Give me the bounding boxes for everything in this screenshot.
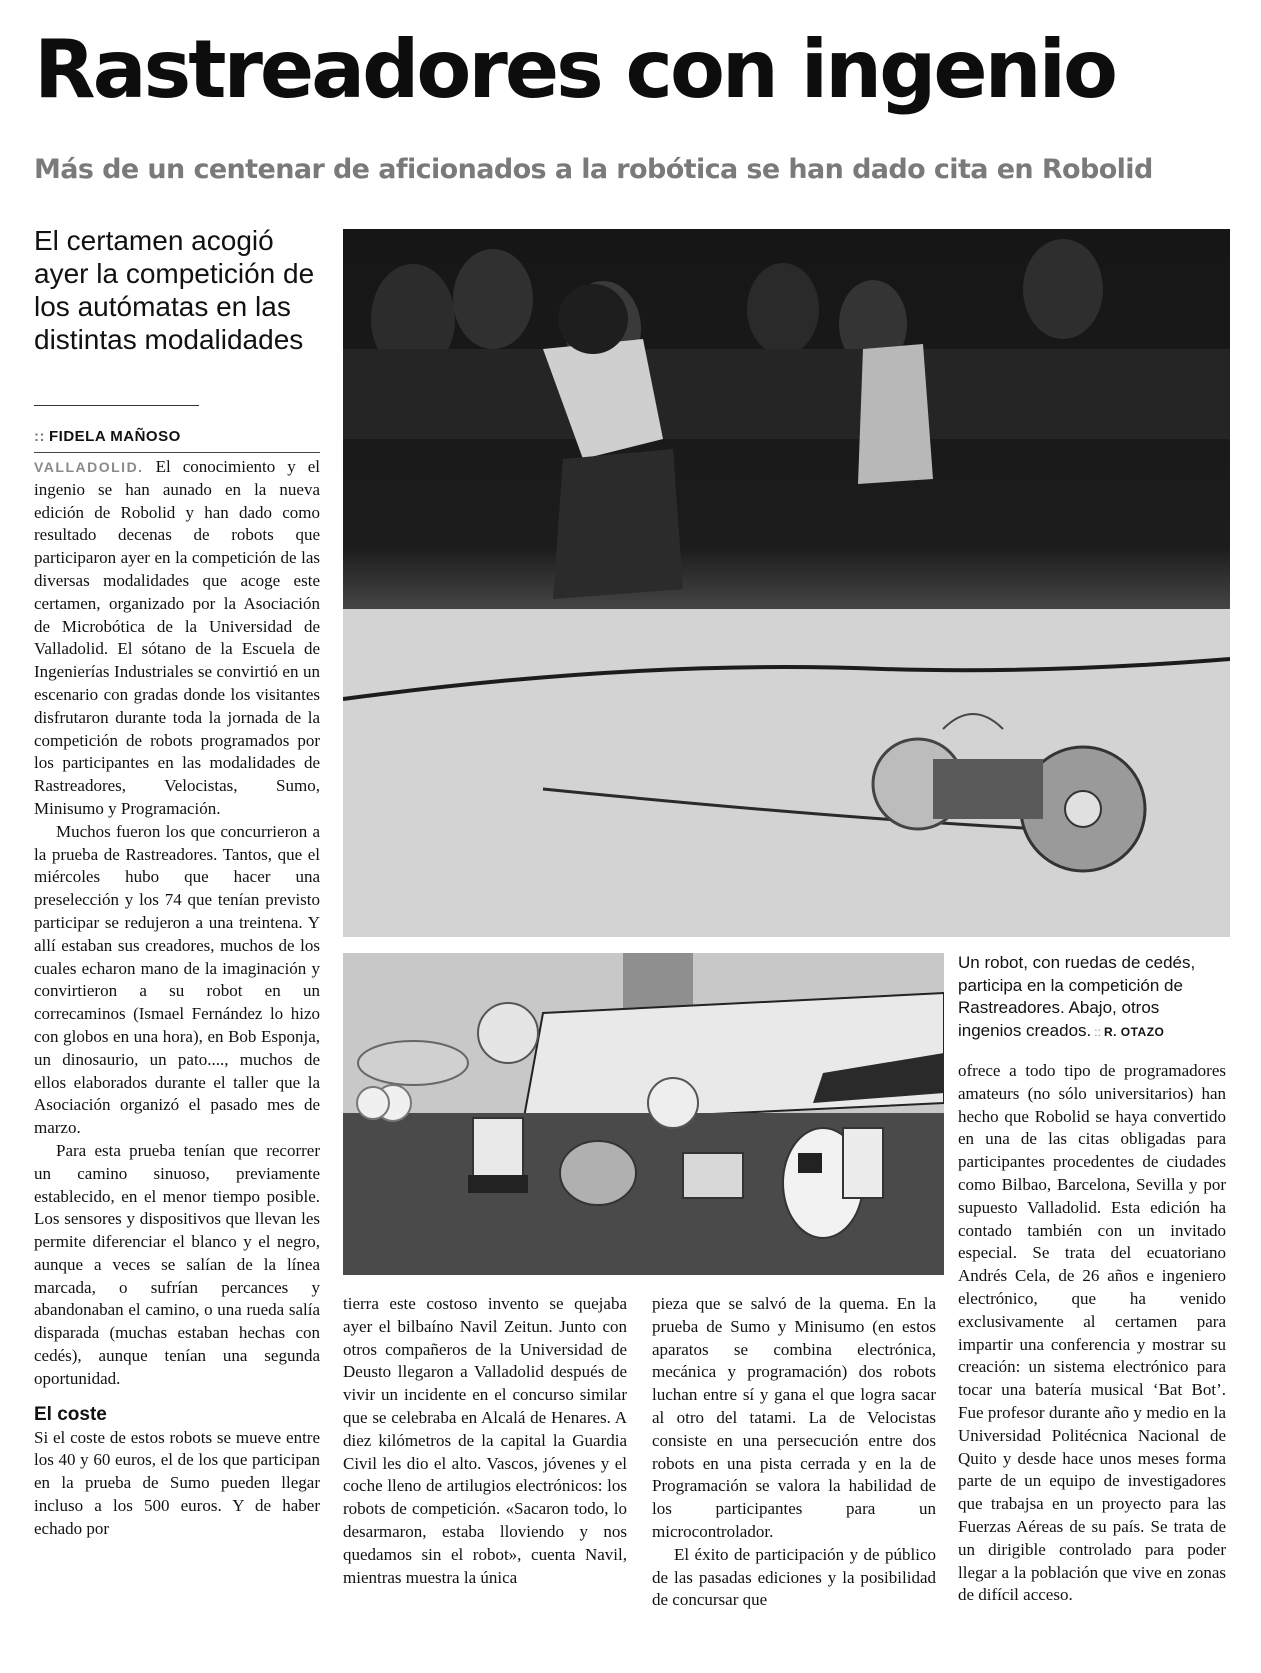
- column-2-text: tierra este costoso invento se quejaba ayer el bilbaíno Navil Zeitun. Junto con otros compañeros de la Universidad de Deusto llegaron a Valladolid después de vivir un incidente en el concurso similar que se celebraba en Alcalá de Henares. A diez kilómetros de la capital la Guardia Civil les dio el alto. Vascos, jóvenes y el coche lleno de artilugios electrónicos: los robots de competición. «Sacaron todo, lo desarmaron, estaba lloviendo y nos quedamos sin el robot», cuenta Navil, mientras muestra la única: [343, 1294, 627, 1587]
- deck-divider: [34, 405, 199, 406]
- article-column-3: [652, 1293, 936, 1612]
- byline-marker-icon: ::: [34, 428, 45, 445]
- robots-display-photo-art: [343, 953, 944, 1275]
- caption-text: Un robot, con ruedas de cedés, participa en la competición de Rastreadores. Abajo, otros ingenios creados.: [958, 953, 1196, 1040]
- column-3-paragraph-1: pieza que se salvó de la quema. En la prueba de Sumo y Minisumo (en estos aparatos se combina electrónica, mecánica y programación) dos robots luchan entre sí y gana el que logra sacar al otro del tatami. La de Velocistas consiste en una persecución entre dos robots en una pista cerrada y en la de Programación se valora la habilidad de los participantes para un microcontrolador.: [652, 1294, 936, 1541]
- paragraph-1-text: El conocimiento y el ingenio se han aunado en la nueva edición de Robolid y han dado como resultado decenas de robots que participaron ayer en la competición de las diversas modalidades que acoge este certamen, organizado por la Asociación de Microbótica de la Universidad de Valladolid. El sótano de la Escuela de Ingenierías Industriales se convirtió en un escenario con gradas donde los visitantes disfrutaron durante toda la jornada de la competición de robots programados por los participantes en las modalidades de Rastreadores, Velocistas, Sumo, Minisumo y Programación.: [34, 457, 321, 818]
- byline: [34, 428, 320, 445]
- section-subtitle: El coste: [34, 1403, 107, 1425]
- subheadline: Más de un centenar de aficionados a la robótica se han dado cita en Robolid: [34, 154, 1153, 185]
- robot-competition-photo: [343, 229, 1230, 937]
- article-column-4: [958, 1060, 1226, 1607]
- paragraph-3: Para esta prueba tenían que recorrer un camino sinuoso, previamente establecido, en el menor tiempo posible. Los sensores y dispositivos que llevan les permite diferenciar el blanco y el negro, aunque a veces se salían de la línea marcada, o sufrían percances y abandonaban el camino, o una rueda salía disparada (muchas estaban hechas con cedés), aunque tenían una segunda oportunidad.: [34, 1140, 320, 1388]
- photo-caption: [958, 952, 1226, 1043]
- column-4-text: ofrece a todo tipo de programadores amateurs (no sólo universitarios) han hecho que Robolid se haya convertido en una de las citas obligadas para participantes procedentes de ciudades como Bilbao, Barcelona, Sevilla y por supuesto Valladolid. Esta edición ha contado también con un invitado especial. Se trata del ecuatoriano Andrés Cela, de 26 años e ingeniero electrónico, que ha venido exclusivamente al certamen para impartir una conferencia y mostrar su creación: un sistema electrónico para tocar una batería musical ‘Bat Bot’. Fue profesor durante año y medio en la Universidad Politécnica Nacional de Quito y desde hace unos meses forma parte de un equipo de investigadores que trabajsa en un proyecto para las Fuerzas Aéreas de su país. Se trata de un dirigible controlado para poder llegar a la población que vive en zonas de difícil acceso.: [958, 1061, 1226, 1605]
- column-3-paragraph-2: El éxito de participación y de público de las pasadas ediciones y la posibilidad de concursar que: [652, 1544, 936, 1610]
- robots-display-photo: [343, 953, 944, 1275]
- deck: El certamen acogió ayer la competición de los autómatas en las distintas modalidades: [34, 225, 315, 355]
- dateline: VALLADOLID.: [34, 459, 144, 475]
- paragraph-1: [34, 456, 320, 821]
- headline: Rastreadores con ingenio: [34, 23, 1115, 116]
- credit-marker-icon: ::: [1094, 1024, 1101, 1039]
- byline-divider: [34, 452, 320, 453]
- robot-competition-photo-art: [343, 229, 1230, 937]
- photo-credit: R. OTAZO: [1103, 1024, 1165, 1039]
- article-column-2: [343, 1293, 627, 1589]
- paragraph-2: Muchos fueron los que concurrieron a la prueba de Rastreadores. Tantos, que el miércoles hubo que hacer una preselección y los 74 que tenían previsto participar se redujeron a una treintena. Y allí estaban sus creadores, muchos de los cuales echaron mano de la imaginación y convirtieron a su robot en un correcaminos (Ismael Fernández lo hizo con globos en una hora), en Bob Esponja, un dinosaurio, un pato...., muchos de ellos elaborados durante el taller que la Asociación organizó el pasado mes de marzo.: [34, 821, 320, 1138]
- paragraph-4: Si el coste de estos robots se mueve entre los 40 y 60 euros, el de los que participan en la prueba de Sumo pueden llegar incluso a los 500 euros. Y de haber echado por: [34, 1427, 320, 1538]
- byline-author: FIDELA MAÑOSO: [49, 428, 181, 445]
- article-column-1: [34, 456, 320, 1541]
